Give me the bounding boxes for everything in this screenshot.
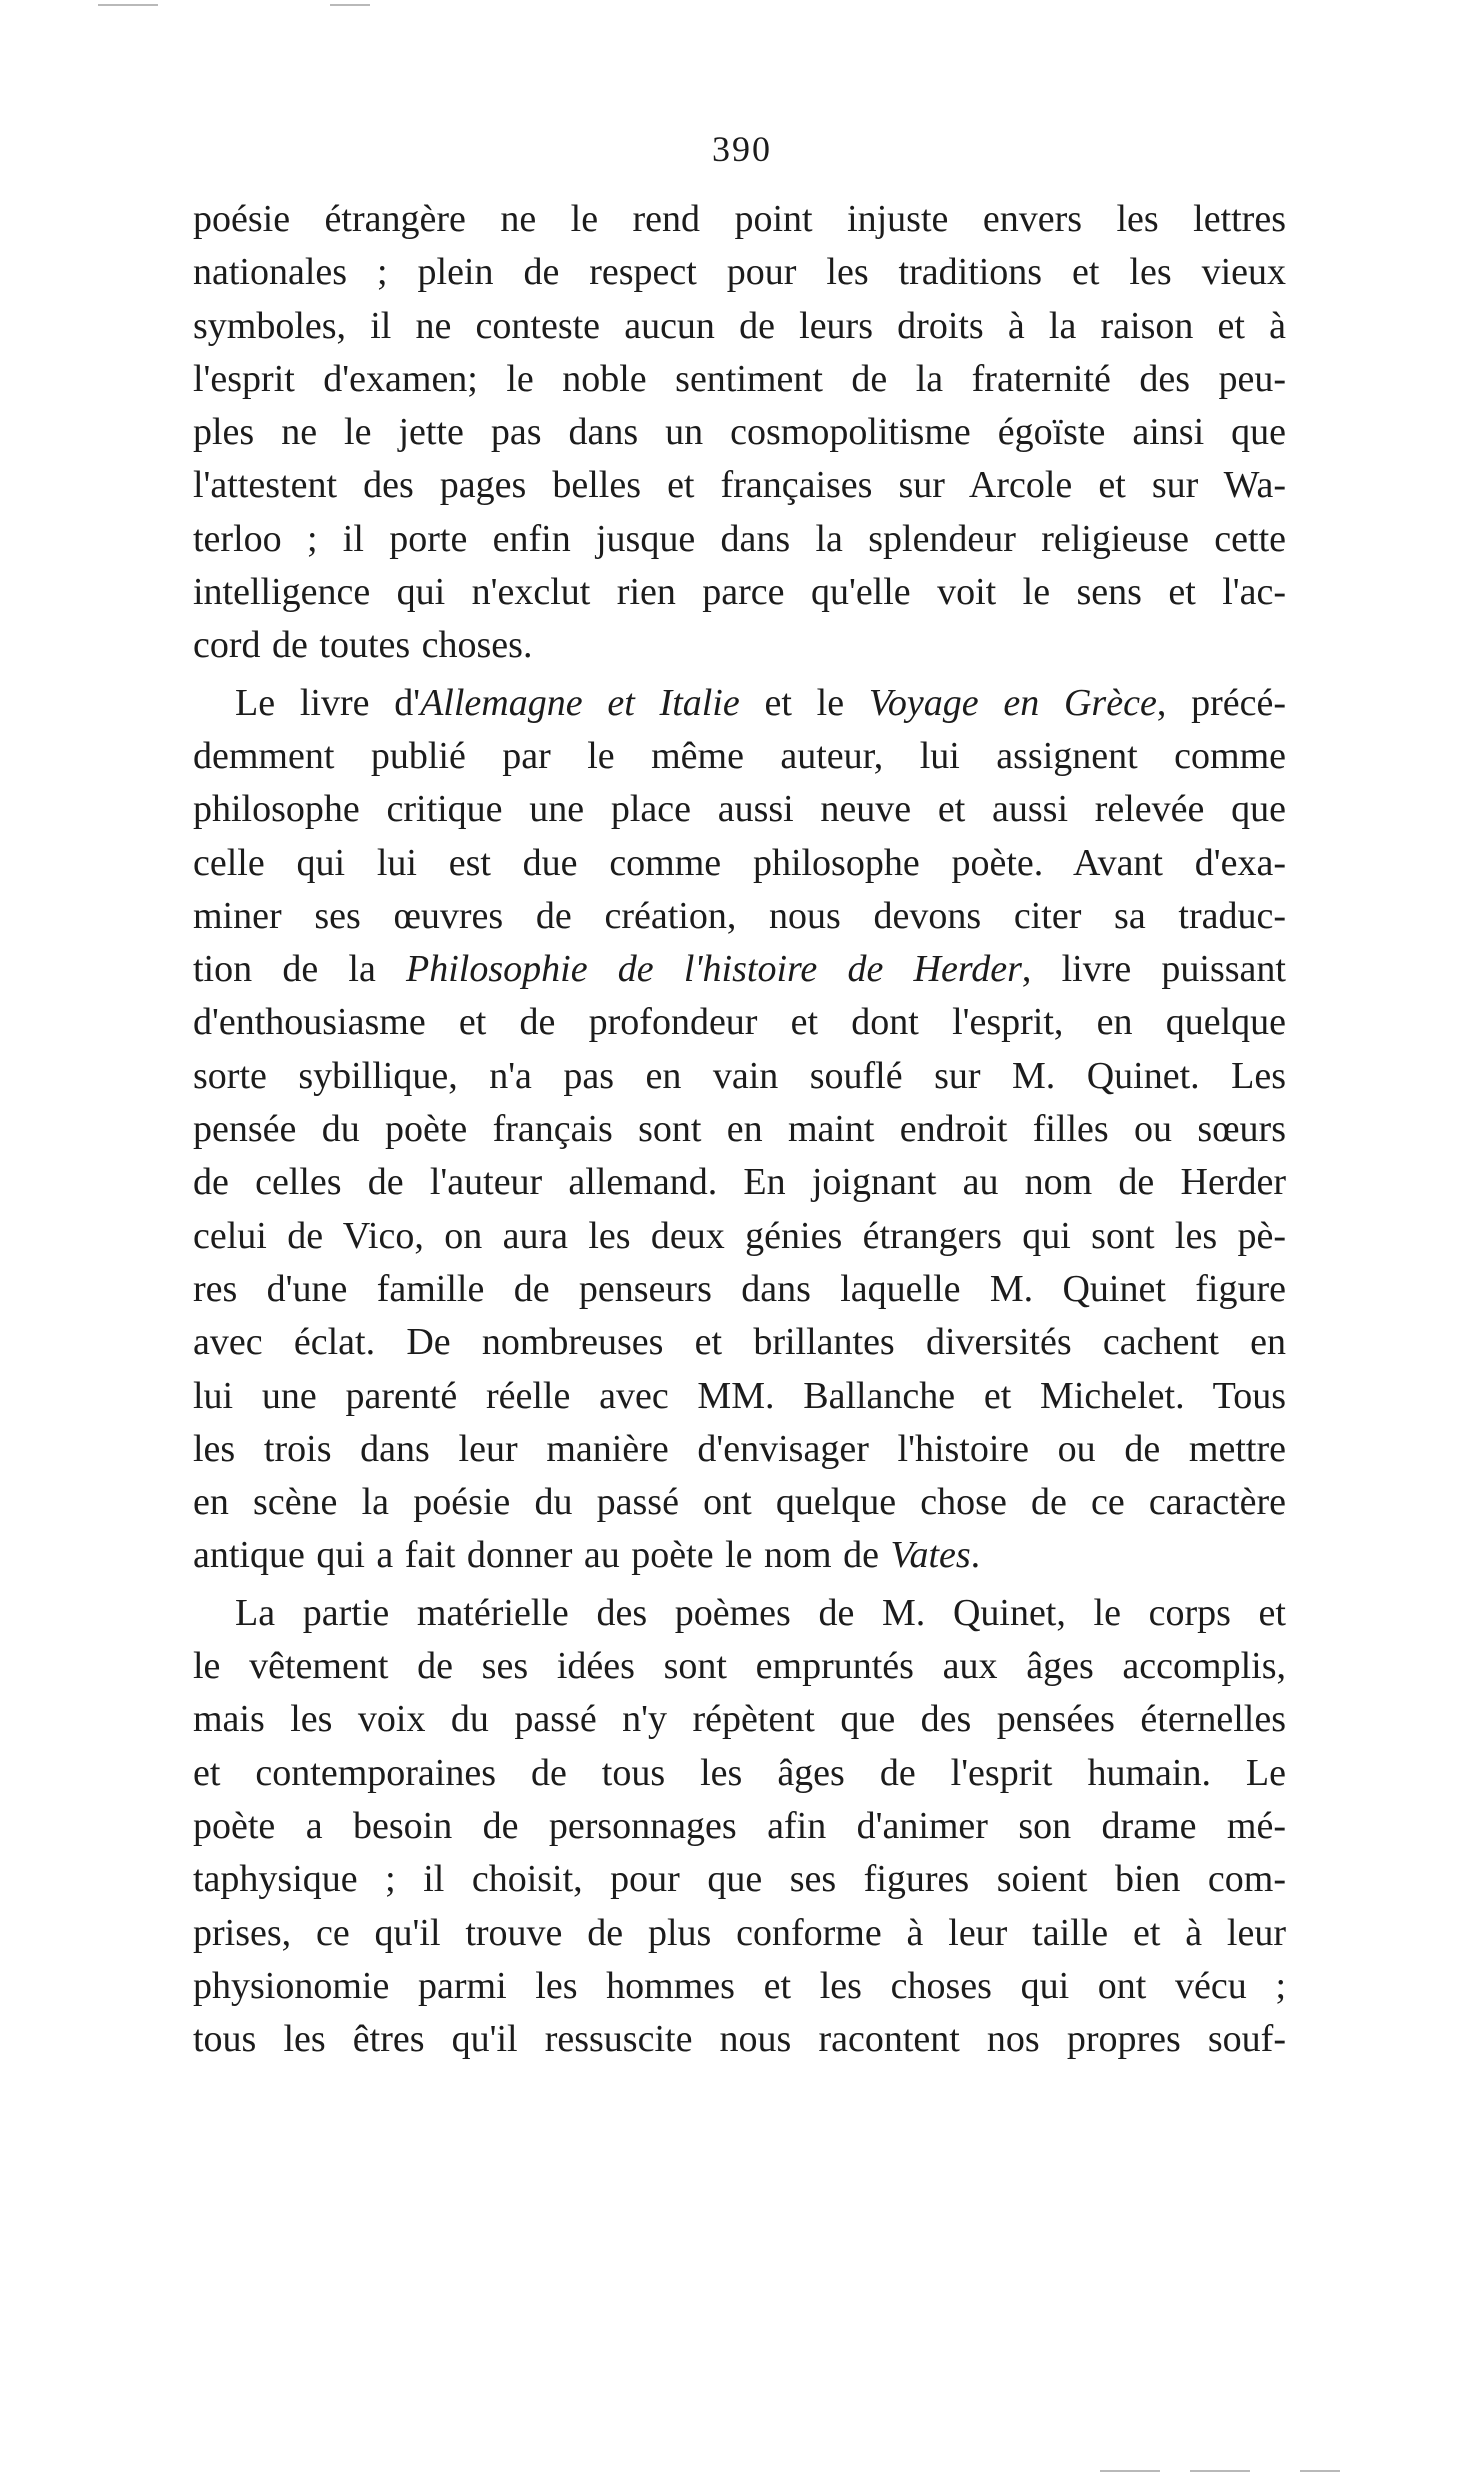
text-line: l'esprit d'examen; le noble sentiment de la fraternité des peu- — [193, 357, 1286, 400]
text-run: Le livre d' — [235, 681, 421, 724]
italic-title: Voyage en Grèce — [868, 681, 1157, 724]
scan-mark — [1100, 2470, 1160, 2472]
text-line: physionomie parmi les hommes et les choses qui ont vécu ; — [193, 1964, 1286, 2007]
text-line: intelligence qui n'exclut rien parce qu'elle voit le sens et l'ac- — [193, 571, 1286, 614]
scan-mark — [1190, 2470, 1250, 2472]
text-run: antique qui a fait donner au poète le nom de — [193, 1534, 891, 1577]
text-run: , précé- — [1156, 681, 1286, 724]
text-line: La partie matérielle des poèmes de M. Quinet, le corps et — [235, 1591, 1286, 1634]
text-line: d'enthousiasme et de profondeur et dont l'esprit, en quelque — [193, 1001, 1286, 1044]
text-line: terloo ; il porte enfin jusque dans la splendeur religieuse cette — [193, 517, 1286, 560]
text-line: res d'une famille de penseurs dans laquelle M. Quinet figure — [193, 1267, 1286, 1310]
scan-mark — [330, 4, 370, 6]
text-line: lui une parenté réelle avec MM. Ballanche et Michelet. Tous — [193, 1374, 1286, 1417]
text-line: le vêtement de ses idées sont empruntés aux âges accomplis, — [193, 1645, 1286, 1688]
text-line: de celles de l'auteur allemand. En joignant au nom de Herder — [193, 1161, 1286, 1204]
text-line: poète a besoin de personnages afin d'animer son drame mé- — [193, 1804, 1286, 1847]
paragraph — [193, 1587, 1286, 2067]
text-line: nationales ; plein de respect pour les traditions et les vieux — [193, 251, 1286, 294]
text-line: sorte sybillique, n'a pas en vain souflé sur M. Quinet. Les — [193, 1054, 1286, 1097]
page-body — [193, 193, 1286, 2066]
text-line — [193, 943, 1286, 996]
text-line: avec éclat. De nombreuses et brillantes diversités cachent en — [193, 1321, 1286, 1364]
text-run: , livre puissant — [1021, 948, 1286, 991]
italic-word: Vates — [890, 1534, 971, 1577]
text-line: en scène la poésie du passé ont quelque chose de ce caractère — [193, 1481, 1286, 1524]
text-line: pensée du poète français sont en maint endroit filles ou sœurs — [193, 1108, 1286, 1151]
text-line: et contemporaines de tous les âges de l'esprit humain. Le — [193, 1751, 1286, 1794]
text-line: miner ses œuvres de création, nous devons citer sa traduc- — [193, 894, 1286, 937]
text-line: ples ne le jette pas dans un cosmopolitisme égoïste ainsi que — [193, 411, 1286, 454]
scan-mark — [1300, 2470, 1340, 2472]
text-line: celui de Vico, on aura les deux génies étrangers qui sont les pè- — [193, 1214, 1286, 1257]
text-line: celle qui lui est due comme philosophe poète. Avant d'exa- — [193, 841, 1286, 884]
text-line: taphysique ; il choisit, pour que ses figures soient bien com- — [193, 1858, 1286, 1901]
text-run: tion de la — [193, 948, 407, 991]
text-line: demment publié par le même auteur, lui assignent comme — [193, 734, 1286, 777]
text-line: philosophe critique une place aussi neuve et aussi relevée que — [193, 788, 1286, 831]
page-number: 390 — [712, 129, 772, 169]
text-line — [193, 1529, 1286, 1582]
paragraph — [193, 677, 1286, 1583]
text-line: l'attestent des pages belles et françaises sur Arcole et sur Wa- — [193, 464, 1286, 507]
text-line — [193, 677, 1286, 730]
italic-title: Allemagne et Italie — [420, 681, 740, 724]
text-line: mais les voix du passé n'y répètent que des pensées éternelles — [193, 1698, 1286, 1741]
italic-title: Philosophie de l'histoire de Herder — [406, 948, 1022, 991]
paragraph — [193, 193, 1286, 673]
text-line: prises, ce qu'il trouve de plus conforme à leur taille et à leur — [193, 1911, 1286, 1954]
text-line: les trois dans leur manière d'envisager l'histoire ou de mettre — [193, 1427, 1286, 1470]
text-run: et le — [739, 681, 869, 724]
text-run: . — [970, 1534, 981, 1577]
text-line: tous les êtres qu'il ressuscite nous racontent nos propres souf- — [193, 2018, 1286, 2061]
text-line: symboles, il ne conteste aucun de leurs droits à la raison et à — [193, 304, 1286, 347]
scan-mark — [98, 4, 158, 6]
text-line: cord de toutes choses. — [193, 624, 533, 667]
text-line: poésie étrangère ne le rend point injuste envers les lettres — [193, 198, 1286, 240]
